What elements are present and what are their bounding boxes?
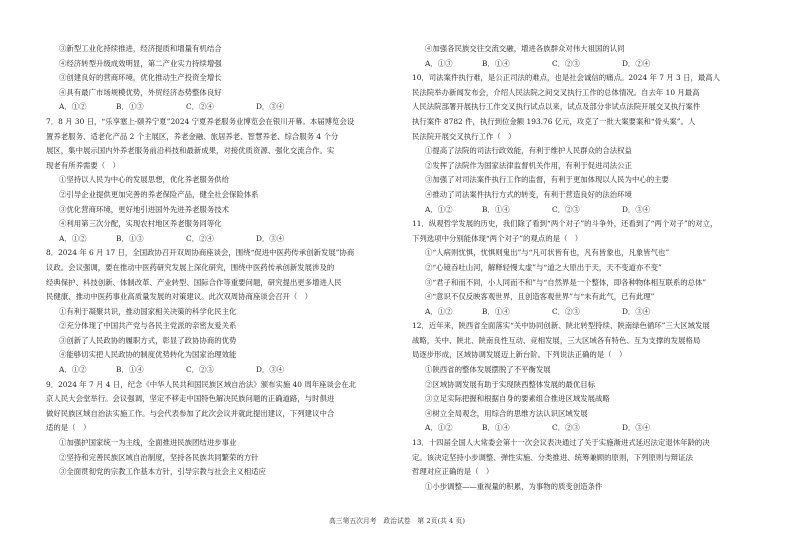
question-line: 适的是（ ） <box>46 423 91 433</box>
statement-line: ④经济转型升级成效明显，第二产业实力持续增强 <box>59 58 222 68</box>
answer-options <box>412 305 762 320</box>
question-line: 置养老服务、适老化产品 2 个主展区，养老金融、旅居养老、智慧养老、综合服务 4 个分 <box>46 131 339 141</box>
question-line: 经典保护、科技创新、体制改革、产业转型、国际合作等重要问题，研究提出更多增进人民 <box>46 277 342 287</box>
statement-line: ④利用第三次分配，实现农村地区养老服务同等化 <box>59 219 222 229</box>
right-column <box>412 42 762 494</box>
answer-option: D．②④ <box>622 58 651 68</box>
statement-line: ①坚持以人民为中心的发展思想，优化养老服务供给 <box>59 175 229 185</box>
statement-line: ①加强护国家统一为主线，全面推进民族团结进步事业 <box>59 438 237 448</box>
statement-line: ③立足实际把握和根据自身的要素组合推进区域发展战略 <box>425 394 610 404</box>
statement-line: ②发挥了法院作为国家法律监督机关作用，有利于促进司法公正 <box>425 160 632 170</box>
answer-option: D．③④ <box>622 204 651 214</box>
statement-line: ①小步调整——重视量的积累，为事物的质变创造条件 <box>425 481 603 491</box>
question-line: 民法院开展交叉执行工作（ ） <box>412 131 516 141</box>
question-line: 7．8 月 30 日，“乐享塞上·颐养宁夏”2024 宁夏养老服务业博览会在银川开幕。本届博览会设 <box>46 116 355 126</box>
answer-option: B．①③ <box>116 102 144 112</box>
question-line: 展区，集中展示国内外养老服务前沿科技和最新成果，对接优质资源、强化交流合作。实 <box>46 146 335 156</box>
question-line: 议政。会议强调，要在推动中医药研究发展上深化研究，围绕中医药传承创新发展涉及的 <box>46 262 335 272</box>
statement-line: ①提高了法院的司法行政效能，有利于维护人民群众的合法权益 <box>425 146 632 156</box>
answer-option: B．①④ <box>116 365 144 375</box>
question-line: 12．近年来，陕西省全面落实“关中协同创新、陕北转型持续、陕南绿色循环”三大区域发展 <box>412 321 710 331</box>
question-line: 人民法院部署开展执行工作交叉执行试点以来，试点及部分非试点法院开展交叉执行案件 <box>412 102 701 112</box>
answer-options <box>412 203 762 218</box>
statement-line: ④“意识不仅反映客观世界，且创造客观世界”与“未有此气，已有此理” <box>425 292 655 302</box>
question-line: 9．2024 年 7 月 4 日，纪念《中华人民共和国民族区域自治法》颁布实施 40 周年座谈会在北 <box>46 379 357 389</box>
answer-option: B．①③ <box>116 233 144 243</box>
statement-line: ③加强了对司法案件执行工作的监督，有利于更加体现以人民为中心的主要 <box>425 175 669 185</box>
statement-line: ④能够切实把人民政协的制度优势转化为国家治理效能 <box>59 350 237 360</box>
left-column <box>46 42 396 480</box>
question-line: 京人民大会堂举行。会议强调，坚定不移走中国特色解决民族问题的正确道路，与时俱进 <box>46 394 335 404</box>
statement-line: ③创建良好的营商环境，优化推动生产投资全增长 <box>59 73 222 83</box>
answer-option: A．①② <box>59 102 87 112</box>
question-line: 10．司法案件执行难，是公正司法的难点，也是社会诚信的痛点。2024 年 7 月 3 日，最高人 <box>412 73 721 83</box>
answer-option: A．①② <box>59 365 87 375</box>
answer-option: C．②③ <box>552 204 580 214</box>
answer-option: A．①② <box>425 306 453 316</box>
answer-option: B．①④ <box>482 204 510 214</box>
question-line: 13．十四届全国人大常委会第十一次会议表决通过了关于实施渐进式延迟法定退休年龄的决 <box>412 438 710 448</box>
answer-option: C．②④ <box>186 102 214 112</box>
answer-option: A．①② <box>425 423 453 433</box>
statement-line: ①有利于凝聚共识，推动国家相关决策的科学化民主化 <box>59 306 237 316</box>
statement-line: ③“君子和而不同，小人同而不和”与“自然界是一个整体，即各种物体相互联系的总体” <box>425 277 707 287</box>
statement-line: ④加强各民族交往交流交融，增进各族群众对伟大祖国的认同 <box>425 44 625 53</box>
answer-option: D．③④ <box>256 233 285 243</box>
answer-option: C．②③ <box>552 306 580 316</box>
question-line: 局逐步形成，区域协调发展迈上新台阶。下列说法正确的是（ ） <box>412 350 627 360</box>
answer-option: B．①④ <box>482 58 510 68</box>
question-line: 民健康、推动中医药事业高质量发展的对策建议。此次双周协商座谈会召开（ ） <box>46 292 313 302</box>
statement-line: ③全面贯彻党的宗教工作基本方针，引导宗教与社会主义相适应 <box>59 467 266 477</box>
statement-line: ④具有最广市场规模优势，外贸经济态势整体良好 <box>59 87 222 97</box>
answer-option: C．②③ <box>552 58 580 68</box>
answer-option: B．①④ <box>482 423 510 433</box>
answer-option: A．①② <box>59 233 87 243</box>
answer-option: A．①③ <box>425 58 453 68</box>
statement-line: ②区域协调发展有助于实现陕西整体发展的最优目标 <box>425 379 595 389</box>
answer-options <box>46 363 396 378</box>
answer-option: C．②③ <box>186 365 214 375</box>
question-line: 8．2024 年 6 月 17 日，全国政协召开双周协商座谈会，围绕“促进中医药传承创新发展”协商 <box>46 248 355 258</box>
statement-line: ④推动了司法案件执行方式的转变，有利于营造良好的法治环境 <box>425 189 632 199</box>
question-line: 11．纵观哲学发展的历史，我们除了看到“两个对子”的斗争外，还看到了“两个对子”的对立， <box>412 219 718 229</box>
question-line: 执行案件 8782 件，执行到位金额 193.76 亿元，攻克了一批大案要案和“骨头案”。人 <box>412 116 696 126</box>
statement-line: ③优化营商环境，更好地引进国外先进养老服务技术 <box>59 204 229 214</box>
statement-line: ②充分体现了中国共产党与各民主党派的亲密友爱关系 <box>59 321 237 331</box>
answer-option: C．②④ <box>186 233 214 243</box>
question-line: 战略，关中、陕北、陕南良性互动、竞相发展，三大区域各有特色、互为支撑的发展格局 <box>412 335 701 345</box>
answer-option: D．③④ <box>622 306 651 316</box>
answer-options <box>412 57 762 72</box>
statement-line: ③新型工业化持续推进，经济提质和增量有机结合 <box>59 44 222 53</box>
statement-line: ①“人病则忧惧，忧惧则鬼出”与“凡可状皆有也，凡有皆象也，凡象皆气也” <box>425 248 670 258</box>
answer-option: B．①④ <box>482 306 510 316</box>
answer-options <box>46 232 396 247</box>
question-line: 做好民族区域自治法实施工作。与会代表参加了此次会议并就此提出建议，下列建议中合 <box>46 408 335 418</box>
question-line: 现老有所养需要（ ） <box>46 160 120 170</box>
answer-options <box>412 421 762 436</box>
statement-line: ②坚持和完善民族区域自治制度，坚持各民族共同繁荣的方针 <box>59 452 259 462</box>
question-line: 定。该决定坚持小步调整、弹性实施、分类推进、统筹兼顾的原则，下列原则与辩证法 <box>412 452 693 462</box>
answer-options <box>46 100 396 115</box>
question-line: 下列选项中分别能体现“两个对子”的观点的是（ ） <box>412 233 583 243</box>
statement-line: ②“心镜吞吐山河，解释轻慢太虚”与“道之大原出于天，天不变道亦不变” <box>425 262 662 272</box>
statement-line: ④树立全局观念，用综合的思维方法认识区域发展 <box>425 408 588 418</box>
question-line: 民法院举办新闻发布会，介绍人民法院之间交叉执行工作的总体情况。自去年 10 月最高 <box>412 87 700 97</box>
page-footer: 高三第五次月考 政治试卷 第 2页(共 4 页) <box>329 517 465 525</box>
answer-option: D．③④ <box>622 423 651 433</box>
answer-option: D．③④ <box>256 365 285 375</box>
answer-option: C．②③ <box>552 423 580 433</box>
question-line: 哲理对应正确的是（ ） <box>412 467 494 477</box>
answer-option: D．③④ <box>256 102 285 112</box>
answer-option: A．①② <box>425 204 453 214</box>
statement-line: ②引导企业提供更加完善的养老保险产品，健全社会保险体系 <box>59 189 259 199</box>
statement-line: ③创新了人民政协的履职方式，彰显了政协协商的优势 <box>59 335 237 345</box>
statement-line: ①陕西省的整体发展摆脱了不平衡发展 <box>425 365 551 375</box>
